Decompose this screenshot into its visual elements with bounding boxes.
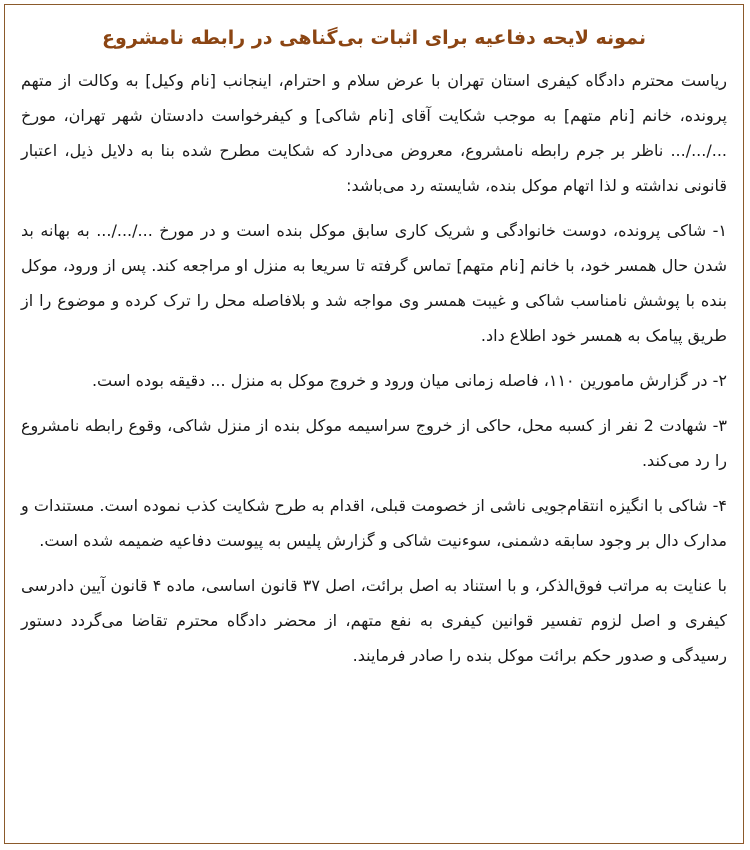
document-body bbox=[5, 63, 743, 673]
paragraph-item-2: ۲- در گزارش مامورین ۱۱۰، فاصله زمانی میان ورود و خروج موکل به منزل ... دقیقه بوده است. bbox=[91, 371, 727, 390]
paragraph-item-3: ۳- شهادت 2 نفر از کسبه محل، حاکی از خروج سراسیمه موکل بنده از منزل شاکی، وقوع رابطه نامشروع را رد می‌کند. bbox=[21, 416, 727, 470]
paragraph-item-1: ۱- شاکی پرونده، دوست خانوادگی و شریک کاری سابق موکل بنده است و در مورخ .../.../... به بهانه بد شدن حال همسر خود، با خانم [نام متهم] تماس گرفته تا سریعا به منزل او مراجعه کند. پس از ورود، موکل بنده با پوشش نامناسب شاکی و غیبت همسر وی مواجه شد و بلافاصله محل را ترک کرده و موضوع را از طریق پیامک به همسر خود اطلاع داد. bbox=[21, 221, 727, 345]
paragraph-conclusion: با عنایت به مراتب فوق‌الذکر، و با استناد به اصل برائت، اصل ۳۷ قانون اساسی، ماده ۴ قانون آیین دادرسی کیفری و اصل لزوم تفسیر قوانین کیفری به نفع متهم، از محضر دادگاه محترم تقاضا می‌گردد دستور رسیدگی و صدور حکم برائت موکل بنده را صادر فرمایند. bbox=[21, 576, 728, 665]
paragraph-item-4: ۴- شاکی با انگیزه انتقام‌جویی ناشی از خصومت قبلی، اقدام به طرح شکایت کذب نموده است. مستندات و مدارک دال بر وجود سابقه دشمنی، سوءنیت شاکی و گزارش پلیس به پیوست دفاعیه ضمیمه شده است. bbox=[21, 496, 727, 550]
document-frame bbox=[4, 4, 744, 844]
paragraph-intro: ریاست محترم دادگاه کیفری استان تهران با عرض سلام و احترام، اینجانب [نام وکیل] به وکالت از متهم پرونده، خانم [نام متهم] به موجب شکایت آقای [نام شاکی] و کیفرخواست دادستان شهر تهران، مورخ .../.../... ناظر بر جرم رابطه نامشروع، معروض می‌دارد که شکایت مطرح شده بنا به دلایل ذیل، اعتبار قانونی نداشته و لذا اتهام موکل بنده، شایسته رد می‌باشد: bbox=[21, 71, 727, 195]
document-title: نمونه لایحه دفاعیه برای اثبات بی‌گناهی در رابطه نامشروع bbox=[102, 27, 646, 49]
